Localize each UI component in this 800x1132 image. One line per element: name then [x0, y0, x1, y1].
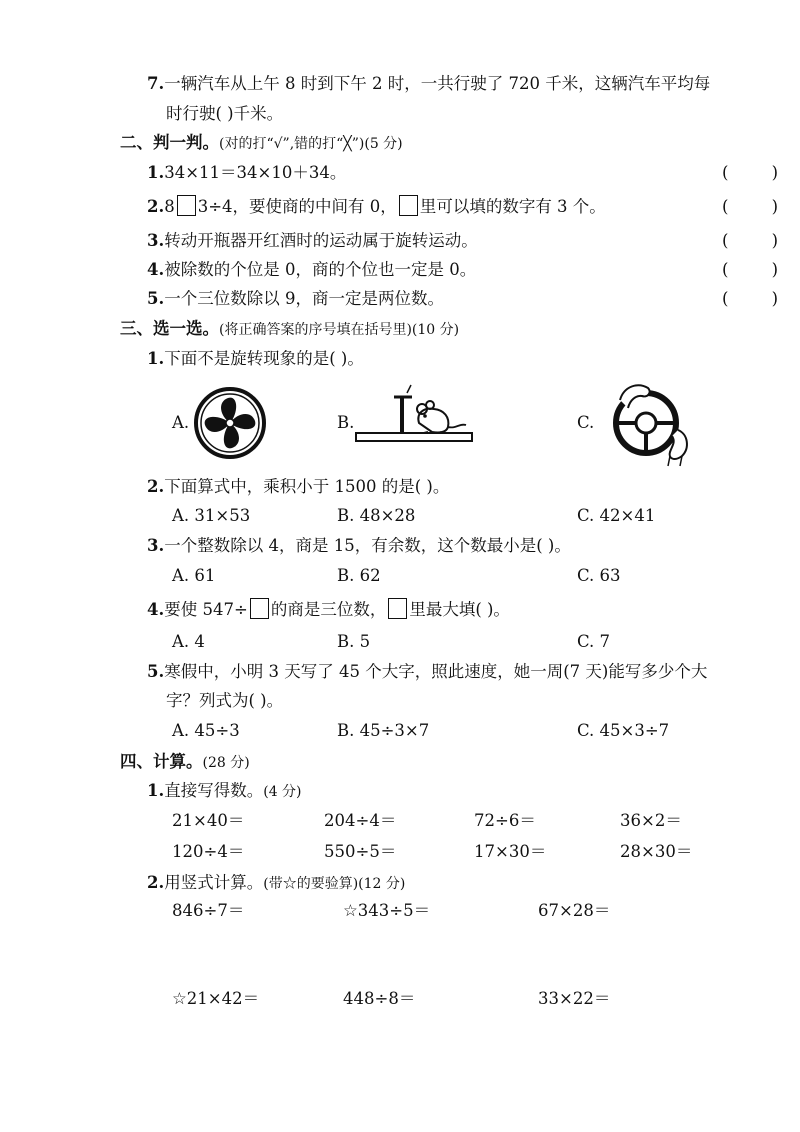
vertical-calc-item: 33×22＝	[538, 989, 611, 1008]
section-4-note: (28 分)	[202, 755, 250, 771]
calc-part-2-note: (带☆的要验算)(12 分)	[263, 876, 406, 892]
blank-box[interactable]	[399, 195, 418, 216]
choice-q2-text: 下面算式中，乘积小于 1500 的是( )。	[164, 477, 450, 496]
judge-answer-2[interactable]	[722, 195, 778, 219]
judge-item-3-text: 转动开瓶器开红酒时的运动属于旋转运动。	[164, 231, 478, 250]
judge-item-2-pre: 8	[164, 197, 175, 216]
oral-calc-item: 72÷6＝	[474, 811, 536, 830]
calc-part-2-text: 用竖式计算。	[164, 873, 264, 892]
choice-q3-option-c[interactable]: C. 63	[577, 566, 621, 585]
choice-q2	[147, 475, 449, 499]
judge-item-1-text: 34×11＝34×10＋34。	[164, 163, 347, 182]
choice-q5-option-b[interactable]: B. 45÷3×7	[337, 721, 430, 740]
judge-answer-4[interactable]	[722, 258, 778, 282]
choice-q4-option-b[interactable]: B. 5	[337, 632, 371, 651]
paren-close: )	[771, 231, 778, 250]
choice-q4-option-a[interactable]: A. 4	[172, 632, 205, 651]
choice-q5-line1	[147, 660, 707, 684]
choice-q4-pre: 要使 547÷	[164, 600, 248, 619]
paren-open: (	[722, 260, 729, 279]
vertical-calc-item: 67×28＝	[538, 901, 611, 920]
paren-open: (	[722, 163, 729, 182]
calc-part-1-text: 直接写得数。	[164, 781, 264, 800]
judge-item-5	[147, 287, 444, 311]
choice-q1-option-a[interactable]: A.	[172, 413, 190, 432]
choice-q4-option-c[interactable]: C. 7	[577, 632, 611, 651]
calc-part-2-number: 2.	[147, 873, 165, 892]
calc-part-1-note: (4 分)	[263, 784, 302, 800]
choice-q4	[147, 598, 510, 622]
section-2-heading	[120, 131, 403, 156]
oral-calc-item: 36×2＝	[620, 811, 682, 830]
blank-box[interactable]	[177, 195, 196, 216]
choice-q5-option-c[interactable]: C. 45×3÷7	[577, 721, 670, 740]
paren-close: )	[771, 289, 778, 308]
section-3-heading	[120, 317, 459, 342]
judge-answer-1[interactable]	[722, 161, 778, 185]
oral-calc-item: 550÷5＝	[324, 842, 397, 861]
vertical-calc-item: ☆343÷5＝	[343, 901, 431, 920]
oral-calc-item: 17×30＝	[474, 842, 547, 861]
paren-close: )	[771, 260, 778, 279]
blank-box[interactable]	[250, 598, 269, 619]
oral-calc-item: 204÷4＝	[324, 811, 397, 830]
choice-q3-number: 3.	[147, 536, 165, 555]
steering-wheel-icon	[602, 378, 694, 468]
choice-q5-option-a[interactable]: A. 45÷3	[172, 721, 240, 740]
oral-calc-item: 21×40＝	[172, 811, 245, 830]
choice-q4-post: 里最大填( )。	[409, 600, 510, 619]
choice-q4-mid: 的商是三位数，	[270, 600, 387, 619]
choice-q4-number: 4.	[147, 600, 165, 619]
judge-item-2-post: 里可以填的数字有 3 个。	[419, 197, 606, 216]
choice-q5-text-1: 寒假中，小明 3 天写了 45 个大字，照此速度，她一周(7 天)能写多少个大	[164, 662, 708, 681]
choice-q1-text: 下面不是旋转现象的是( )。	[164, 349, 364, 368]
judge-item-1	[147, 161, 346, 185]
oral-calc-item: 28×30＝	[620, 842, 693, 861]
section-3-title: 三、选一选。	[120, 319, 219, 338]
choice-q3-option-a[interactable]: A. 61	[172, 566, 216, 585]
paren-close: )	[771, 197, 778, 216]
vertical-calc-item: 846÷7＝	[172, 901, 245, 920]
judge-item-2-mid: 3÷4，要使商的中间有 0，	[197, 197, 397, 216]
choice-q2-option-a[interactable]: A. 31×53	[172, 506, 251, 525]
choice-q3-text: 一个整数除以 4，商是 15，有余数，这个数最小是( )。	[164, 536, 571, 555]
choice-q1-option-c[interactable]: C.	[577, 413, 595, 432]
mouse-on-pole-icon	[354, 383, 474, 445]
judge-item-4-text: 被除数的个位是 0，商的个位也一定是 0。	[164, 260, 477, 279]
judge-item-4-number: 4.	[147, 260, 165, 279]
judge-item-2	[147, 195, 606, 219]
section-3-note: (将正确答案的序号填在括号里)(10 分)	[219, 322, 460, 338]
q7-line1	[147, 72, 710, 96]
vertical-calc-item: ☆21×42＝	[172, 989, 260, 1008]
calc-part-1-heading	[147, 779, 302, 804]
section-4-title: 四、计算。	[120, 752, 203, 771]
paren-open: (	[722, 231, 729, 250]
paren-open: (	[722, 197, 729, 216]
section-4-heading	[120, 750, 250, 775]
fan-icon	[193, 386, 267, 460]
choice-q5-line2: 字？列式为( )。	[166, 691, 284, 710]
vertical-calc-item: 448÷8＝	[343, 989, 416, 1008]
judge-item-1-number: 1.	[147, 163, 165, 182]
calc-part-2-heading	[147, 871, 405, 896]
choice-q2-option-c[interactable]: C. 42×41	[577, 506, 656, 525]
oral-calc-item: 120÷4＝	[172, 842, 245, 861]
q7-number: 7.	[147, 74, 165, 93]
choice-q3-option-b[interactable]: B. 62	[337, 566, 381, 585]
paren-close: )	[771, 163, 778, 182]
judge-answer-5[interactable]	[722, 287, 778, 311]
q7-text-1: 一辆汽车从上午 8 时到下午 2 时，一共行驶了 720 千米，这辆汽车平均每	[164, 74, 711, 93]
judge-answer-3[interactable]	[722, 229, 778, 253]
choice-q2-number: 2.	[147, 477, 165, 496]
choice-q1	[147, 347, 364, 371]
judge-item-3-number: 3.	[147, 231, 165, 250]
judge-item-2-number: 2.	[147, 197, 165, 216]
blank-box[interactable]	[388, 598, 407, 619]
choice-q2-option-b[interactable]: B. 48×28	[337, 506, 416, 525]
judge-item-4	[147, 258, 476, 282]
calc-part-1-number: 1.	[147, 781, 165, 800]
choice-q3	[147, 534, 571, 558]
judge-item-3	[147, 229, 478, 253]
judge-item-5-text: 一个三位数除以 9，商一定是两位数。	[164, 289, 444, 308]
paren-open: (	[722, 289, 729, 308]
q7-line2: 时行驶( )千米。	[166, 104, 284, 123]
section-2-note: (对的打“√”,错的打“╳”)(5 分)	[219, 136, 403, 152]
choice-q1-number: 1.	[147, 349, 165, 368]
judge-item-5-number: 5.	[147, 289, 165, 308]
choice-q5-number: 5.	[147, 662, 165, 681]
choice-q1-option-b[interactable]: B.	[337, 413, 355, 432]
section-2-title: 二、判一判。	[120, 133, 219, 152]
